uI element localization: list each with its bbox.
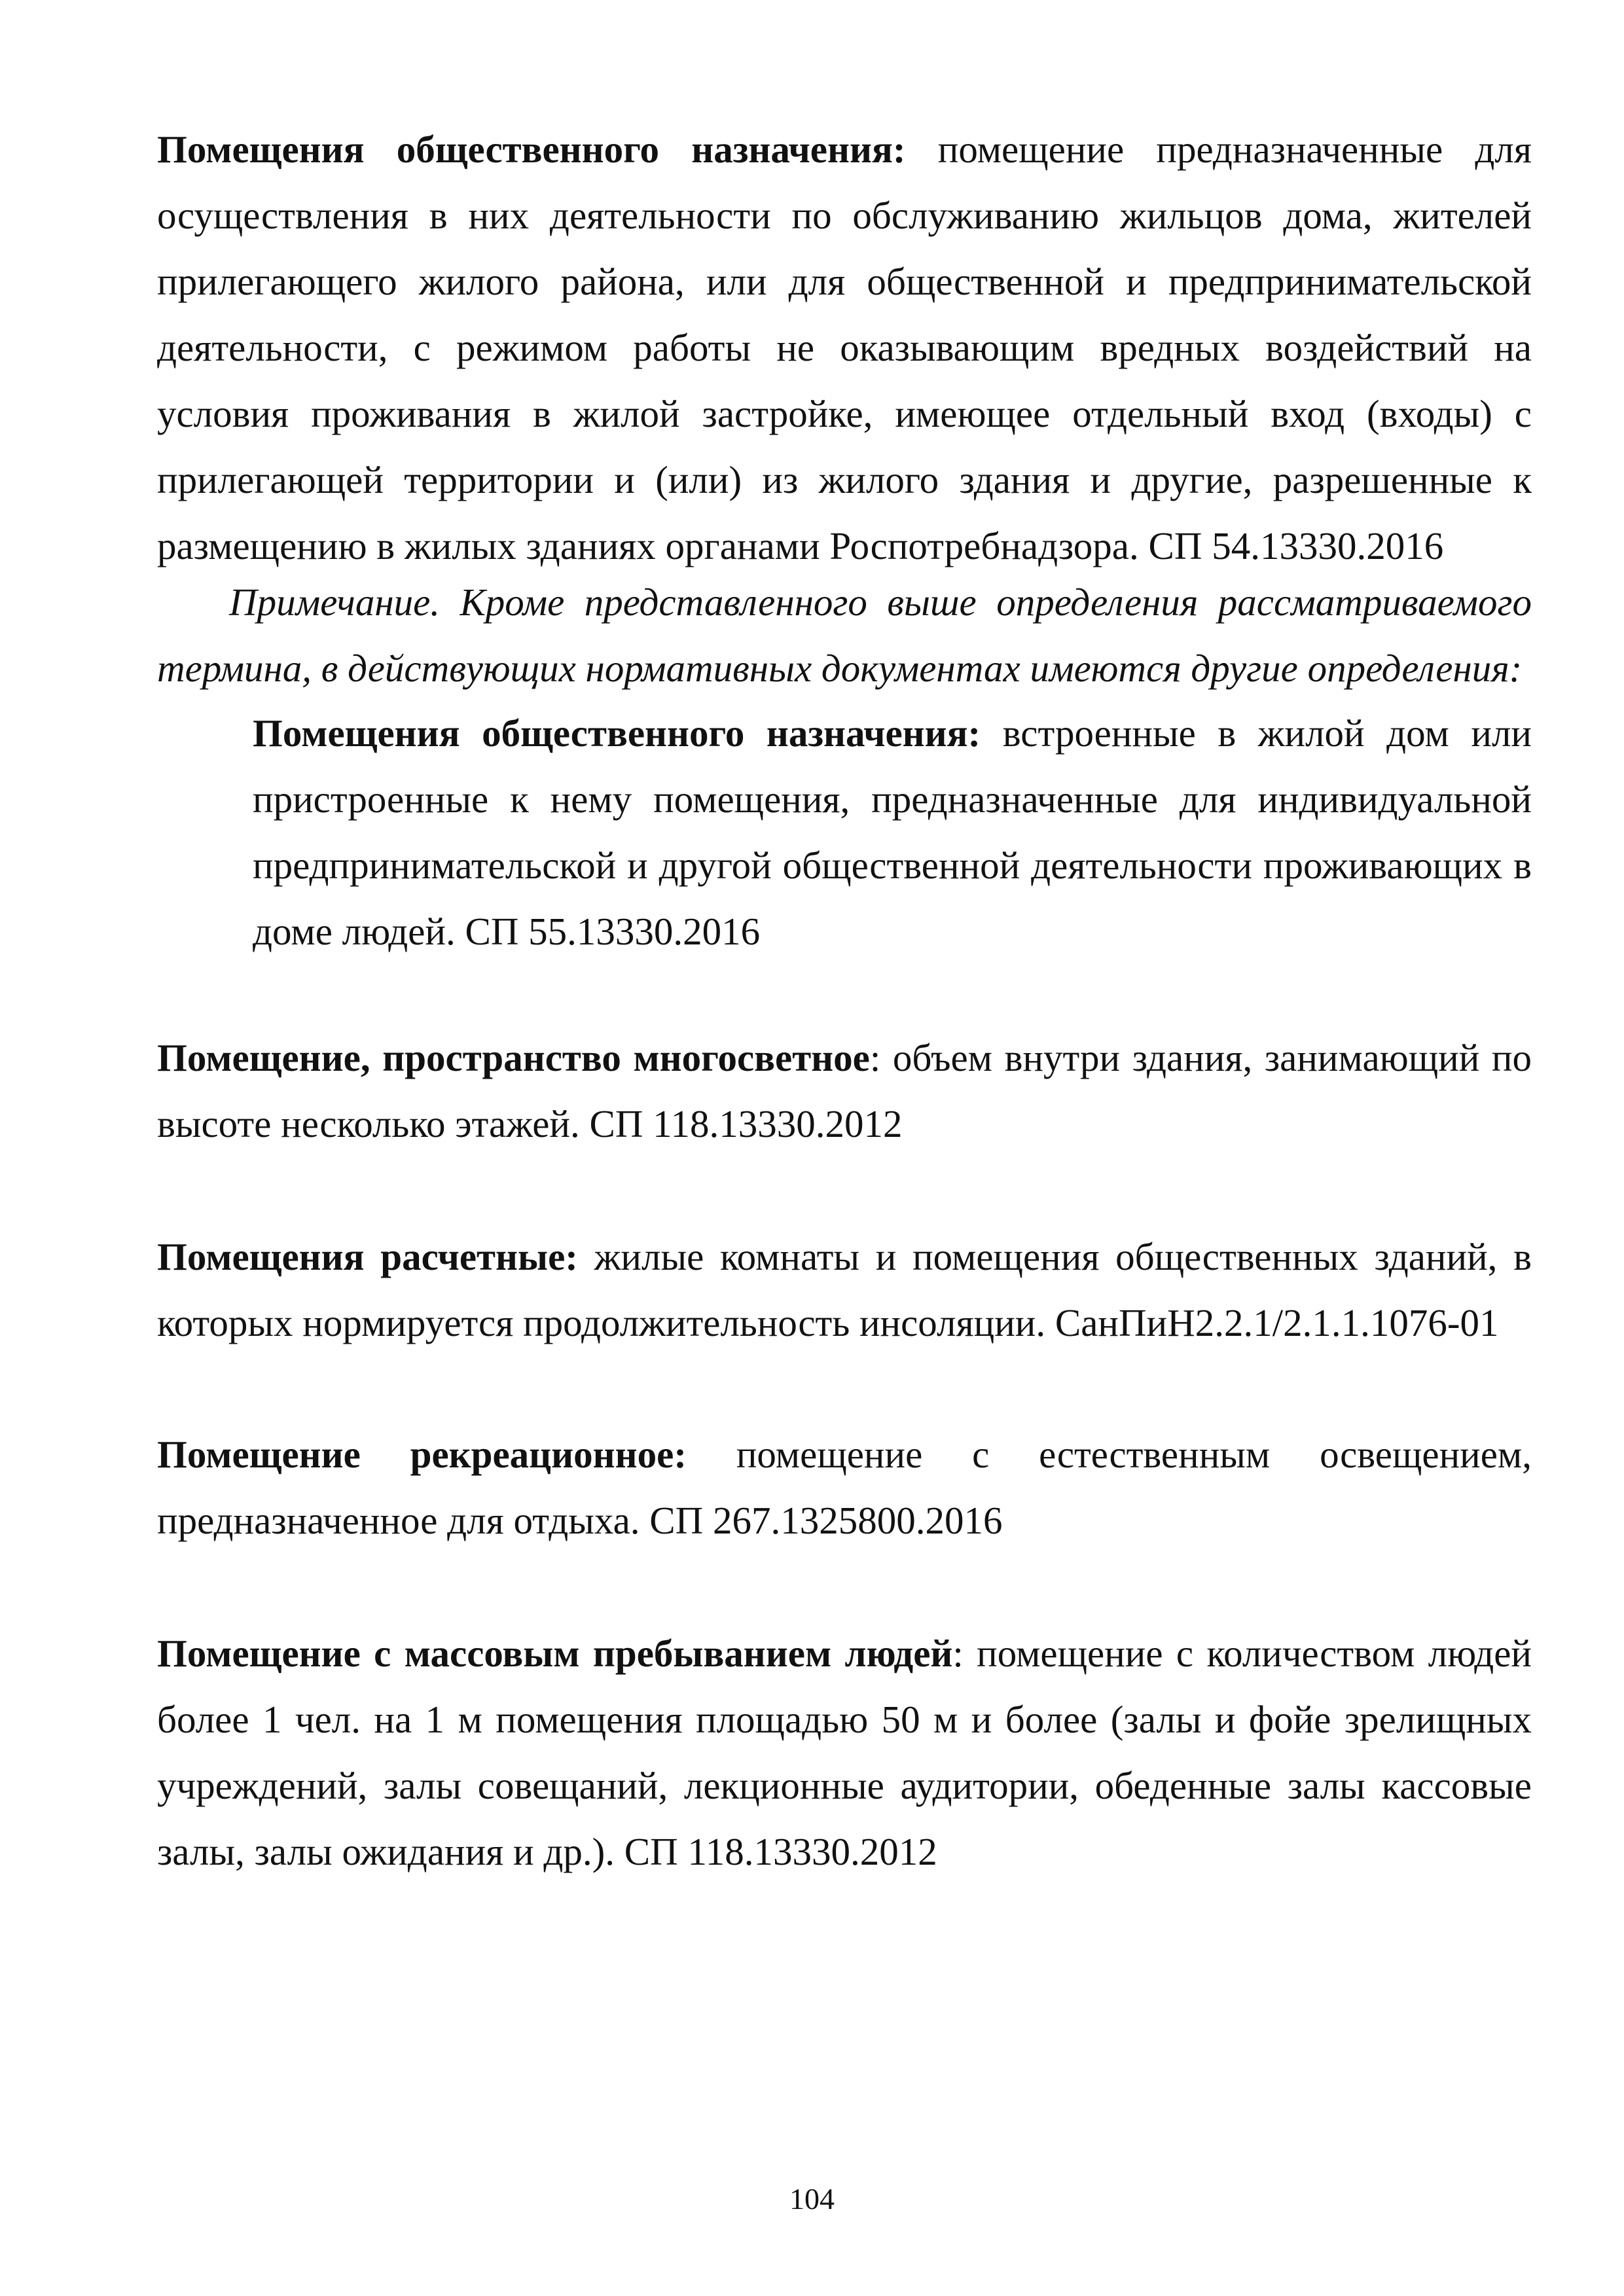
term: Помещения общественного назначения: [253,711,981,755]
definition-public-premises [157,117,1532,579]
definition-text: помещение с естественным освещением, предназначенное для отдыха. СП 267.1325800.2016 [157,1433,1532,1542]
definition-calculated-premises [157,1224,1532,1356]
definition-recreational-premises [157,1422,1532,1554]
alternative-definition [253,700,1532,965]
term: Помещения расчетные: [157,1235,578,1278]
note-paragraph [157,569,1532,702]
definition-multilight-space [157,1025,1532,1157]
term: Помещение рекреационное: [157,1433,687,1476]
definition-mass-occupancy-premises [157,1621,1532,1885]
term: Помещение, пространство многосветное [157,1036,870,1079]
term: Помещения общественного назначения: [157,128,906,171]
definition-text: помещение предназначенные для осуществления в них деятельности по обслуживанию жильцов дома, жителей прилегающего жилого района, или для общественной и предпринимательской деятельности, с режимом работы не оказывающим вредных воздействий на условия проживания в жилой застройке, имеющее отдельный вход (входы) с прилегающей территории и (или) из жилого здания и другие, разрешенные к размещению в жилых зданиях органами Роспотребнадзора. СП 54.13330.2016 [157,128,1532,567]
definition-text: : помещение с количеством людей более 1 чел. на 1 м помещения площадью 50 м и более (залы и фойе зрелищных учреждений, залы совещаний, лекционные аудитории, обеденные залы кассовые залы, залы ожидания и др.). СП 118.13330.2012 [157,1632,1532,1873]
definition-text: жилые комнаты и помещения общественных зданий, в которых нормируется продолжительность инсоляции. СанПиН2.2.1/2.1.1.1076-01 [157,1235,1532,1344]
definition-text: встроенные в жилой дом или пристроенные к нему помещения, предназначенные для индивидуальной предпринимательской и другой общественной деятельности проживающих в доме людей. СП 55.13330.2016 [253,711,1532,953]
page-number: 104 [789,2182,835,2215]
definition-text: : объем внутри здания, занимающий по высоте несколько этажей. СП 118.13330.2012 [157,1036,1532,1145]
note-text: Примечание. Кроме представленного выше определения рассматриваемого термина, в действующих нормативных документах имеются другие определения: [157,581,1532,690]
term: Помещение с массовым пребыванием людей [157,1632,953,1675]
